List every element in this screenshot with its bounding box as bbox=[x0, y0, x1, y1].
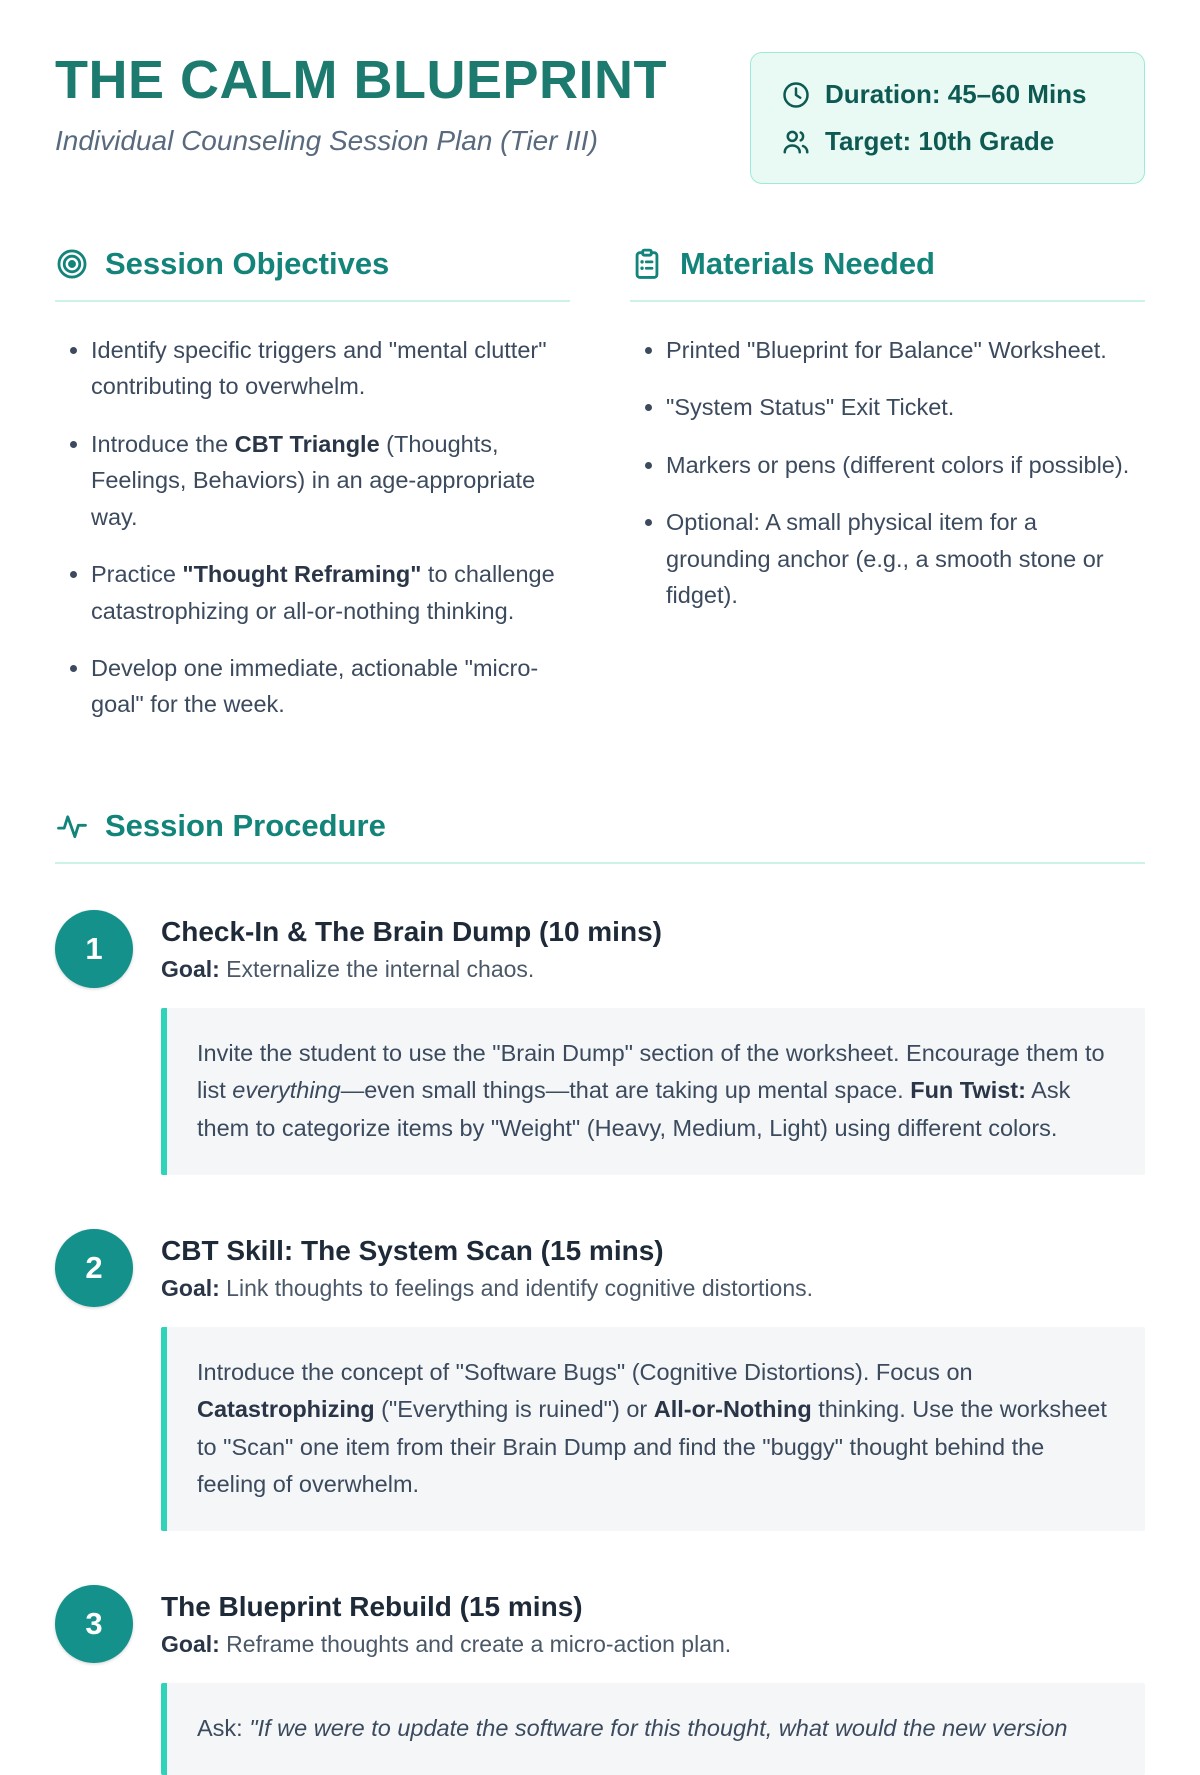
list-item: • Optional: A small physical item for a grounding anchor (e.g., a smooth stone or fidget). bbox=[666, 504, 1145, 613]
clipboard-icon bbox=[630, 247, 664, 281]
header-titles bbox=[55, 52, 667, 157]
step-body bbox=[161, 1585, 1145, 1775]
step-body bbox=[161, 910, 1145, 1175]
procedure-step bbox=[55, 1229, 1145, 1531]
step-goal: Goal: Externalize the internal chaos. bbox=[161, 955, 535, 982]
goal-label: Goal: bbox=[161, 955, 220, 982]
target-text: Target: 10th Grade bbox=[825, 126, 1055, 156]
step-goal: Goal: Link thoughts to feelings and identify cognitive distortions. bbox=[161, 1274, 814, 1301]
page-title: THE CALM BLUEPRINT bbox=[55, 50, 667, 110]
goal-label: Goal: bbox=[161, 1630, 220, 1657]
header bbox=[55, 52, 1145, 184]
list-item: • "System Status" Exit Ticket. bbox=[666, 389, 1145, 425]
step-number-badge: 3 bbox=[55, 1585, 133, 1663]
users-icon bbox=[781, 127, 811, 157]
list-item: • Practice "Thought Reframing" to challenge catastrophizing or all-or-nothing thinking. bbox=[91, 556, 570, 629]
goal-label: Goal: bbox=[161, 1274, 220, 1301]
duration-text: Duration: 45–60 Mins bbox=[825, 79, 1087, 109]
step-note: Introduce the concept of "Software Bugs" (Cognitive Distortions). Focus on Catastrophizing ("Everything is ruined") or All-or-Nothing thinking. Use the worksheet to "Scan" one item from their Brain Dump and find the "buggy" thought behind the feeling of overwhelm. bbox=[161, 1327, 1145, 1531]
materials-heading bbox=[630, 246, 1145, 302]
objectives-heading bbox=[55, 246, 570, 302]
step-body bbox=[161, 1229, 1145, 1531]
step-number-badge: 1 bbox=[55, 910, 133, 988]
list-item: • Printed "Blueprint for Balance" Worksheet. bbox=[666, 332, 1145, 368]
target-icon bbox=[55, 247, 89, 281]
duration-row bbox=[781, 79, 1114, 110]
procedure-step bbox=[55, 910, 1145, 1175]
step-title: The Blueprint Rebuild (15 mins) bbox=[161, 1590, 583, 1622]
procedure-section bbox=[55, 808, 1145, 1775]
step-number-badge: 2 bbox=[55, 1229, 133, 1307]
steps bbox=[55, 910, 1145, 1775]
materials-heading-label: Materials Needed bbox=[680, 246, 935, 281]
list-item: • Identify specific triggers and "mental clutter" contributing to overwhelm. bbox=[91, 332, 570, 405]
step-note: Ask: "If we were to update the software for this thought, what would the new version bbox=[161, 1683, 1145, 1775]
step-title: Check-In & The Brain Dump (10 mins) bbox=[161, 915, 662, 947]
materials-list bbox=[630, 332, 1145, 614]
meta-box bbox=[750, 52, 1145, 184]
step-note: Invite the student to use the "Brain Dump" section of the worksheet. Encourage them to list everything—even small things—that are taking up mental space. Fun Twist: Ask them to categorize items by "Weight" (Heavy, Medium, Light) using different colors. bbox=[161, 1008, 1145, 1175]
objectives-heading-label: Session Objectives bbox=[105, 246, 390, 281]
list-item: • Markers or pens (different colors if possible). bbox=[666, 447, 1145, 483]
top-columns bbox=[55, 246, 1145, 744]
procedure-heading-label: Session Procedure bbox=[105, 807, 386, 843]
step-goal: Goal: Reframe thoughts and create a micro-action plan. bbox=[161, 1630, 732, 1657]
procedure-step bbox=[55, 1585, 1145, 1775]
objectives-section bbox=[55, 246, 570, 744]
page-subtitle: Individual Counseling Session Plan (Tier III) bbox=[55, 124, 598, 156]
procedure-heading bbox=[55, 808, 1145, 864]
objectives-list bbox=[55, 332, 570, 723]
list-item: • Develop one immediate, actionable "micro-goal" for the week. bbox=[91, 650, 570, 723]
step-title: CBT Skill: The System Scan (15 mins) bbox=[161, 1234, 664, 1266]
activity-icon bbox=[55, 809, 89, 843]
target-row bbox=[781, 126, 1114, 157]
clock-icon bbox=[781, 80, 811, 110]
list-item: • Introduce the CBT Triangle (Thoughts, Feelings, Behaviors) in an age-appropriate way. bbox=[91, 426, 570, 535]
materials-section bbox=[630, 246, 1145, 744]
